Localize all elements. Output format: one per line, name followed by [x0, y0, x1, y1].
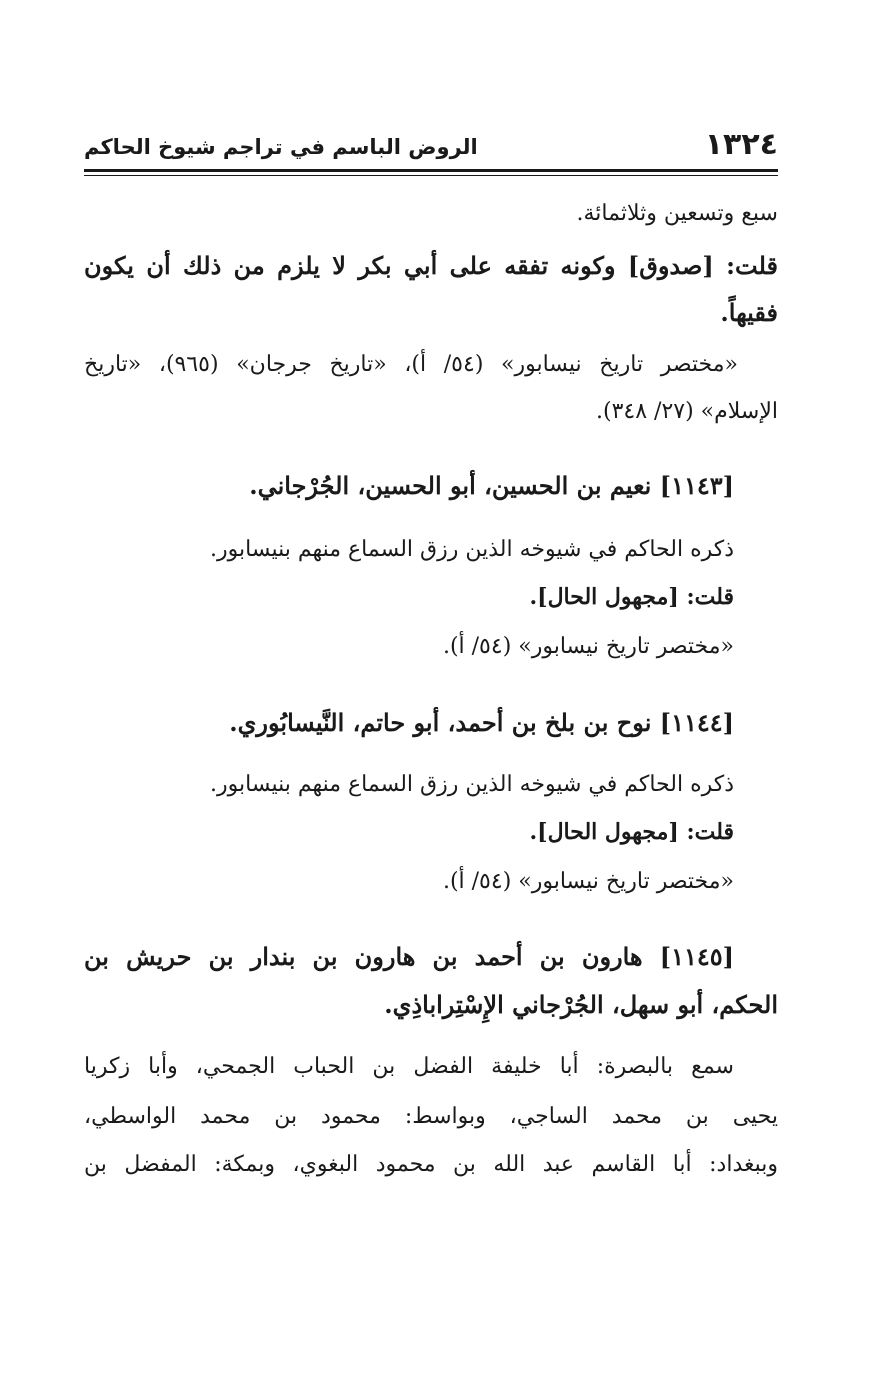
text-line: سمع بالبصرة: أبا خليفة الفضل بن الحباب الجمحي، وأبا زكريا — [84, 1054, 734, 1079]
text-line: سبع وتسعين وثلاثمائة. — [576, 201, 778, 226]
text-line: يحيى بن محمد الساجي، وبواسط: محمود بن محمد الواسطي، — [84, 1104, 778, 1129]
text-line: «مختصر تاريخ نيسابور» (٥٤/ أ)، «تاريخ جرجان» (٩٦٥)، «تاريخ — [84, 352, 738, 377]
text-line: ذكره الحاكم في شيوخه الذين رزق السماع منهم بنيسابور. — [210, 772, 734, 797]
entry-heading: [١١٤٥] هارون بن أحمد بن هارون بن بندار بن حريش بن — [84, 942, 734, 971]
header-rule-thick — [84, 169, 778, 172]
text-line: «مختصر تاريخ نيسابور» (٥٤/ أ). — [442, 634, 734, 659]
page-header — [84, 126, 778, 166]
text-line: «مختصر تاريخ نيسابور» (٥٤/ أ). — [442, 869, 734, 894]
entry-heading-continued: الحكم، أبو سهل، الجُرْجاني الإِسْتِراباذِي. — [384, 990, 778, 1019]
text-line: قلت: [مجهول الحال]. — [529, 584, 734, 610]
text-line: فقيهاً. — [720, 298, 778, 327]
entry-heading: [١١٤٣] نعيم بن الحسين، أبو الحسين، الجُرْجاني. — [249, 471, 734, 500]
text-line: ذكره الحاكم في شيوخه الذين رزق السماع منهم بنيسابور. — [210, 537, 734, 562]
text-line: وببغداد: أبا القاسم عبد الله بن محمود البغوي، وبمكة: المفضل بن — [84, 1152, 778, 1177]
header-rule-thin — [84, 175, 778, 176]
entry-heading: [١١٤٤] نوح بن بلخ بن أحمد، أبو حاتم، النَّيسابُوري. — [229, 708, 734, 737]
text-line: الإسلام» (٢٧/ ٣٤٨). — [596, 399, 778, 424]
running-title: الروض الباسم في تراجم شيوخ الحاكم — [84, 135, 478, 159]
text-line: قلت: [صدوق] وكونه تفقه على أبي بكر لا يلزم من ذلك أن يكون — [84, 251, 778, 280]
page-number: ١٣٢٤ — [704, 127, 778, 162]
text-line: قلت: [مجهول الحال]. — [529, 819, 734, 845]
